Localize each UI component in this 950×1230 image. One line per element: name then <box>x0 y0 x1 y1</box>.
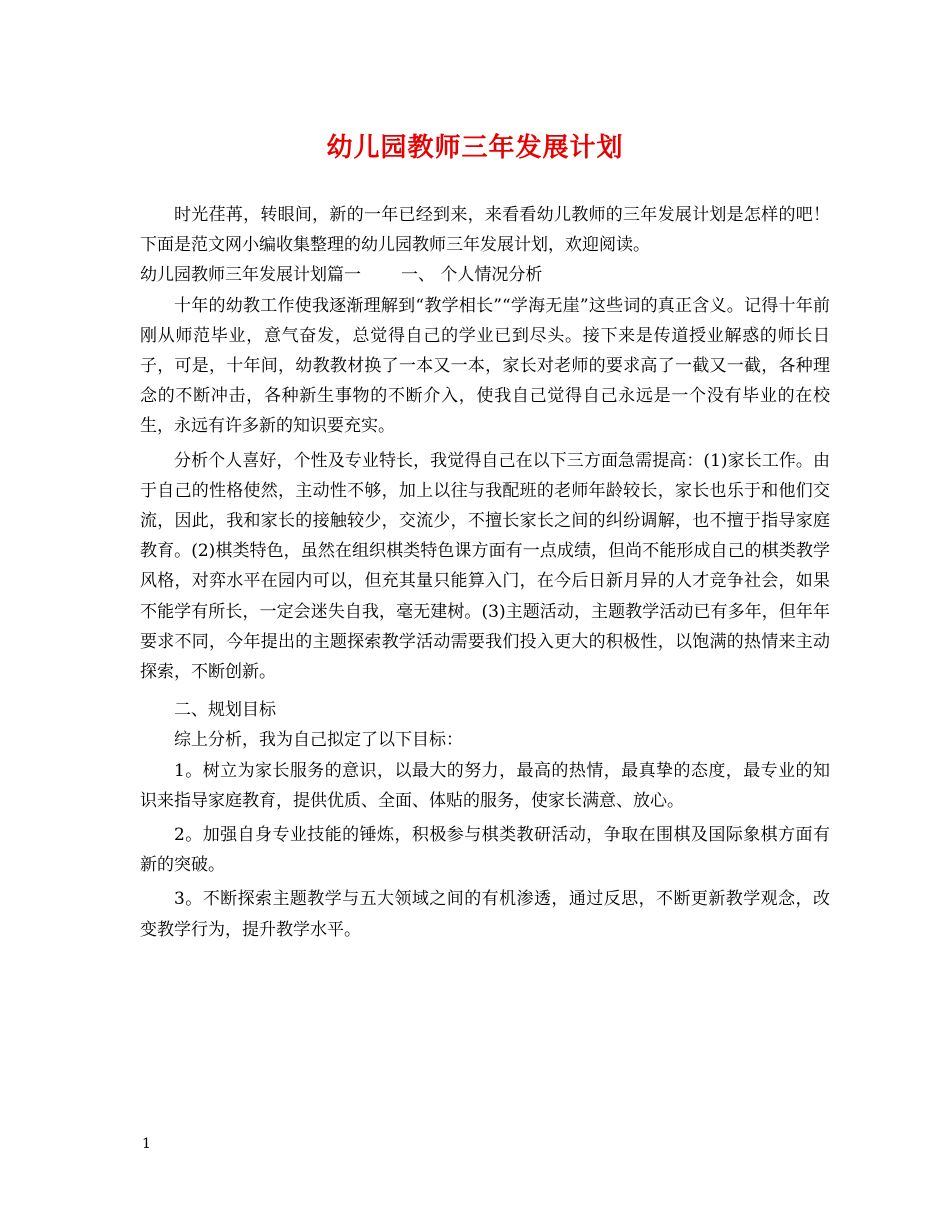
document-title: 幼儿园教师三年发展计划 <box>326 133 624 163</box>
article-heading: 幼儿园教师三年发展计划篇一 <box>140 265 361 286</box>
goal-item-2: 2。加强自身专业技能的锤炼，积极参与棋类教研活动，争取在围棋及国际象棋方面有新的突破。 <box>140 825 830 876</box>
paragraph-self-analysis: 十年的幼教工作使我逐渐理解到“教学相长”“学海无崖”这些词的真正含义。记得十年前刚从师范毕业，意气奋发，总觉得自己的学业已到尽头。接下来是传道授业解惑的师长日子，可是，十年间，幼教教材换了一本又一本，家长对老师的要求高了一截又一截，各种理念的不断冲击，各种新生事物的不断介入，使我自己觉得自己永远是一个没有毕业的在校生，永远有许多新的知识要充实。 <box>140 295 830 437</box>
goal-item-3: 3。不断探索主题教学与五大领域之间的有机渗透，通过反思，不断更新教学观念，改变教学行为，提升教学水平。 <box>140 889 830 940</box>
page-number: 1 <box>142 1136 151 1152</box>
intro-paragraph: 时光荏苒，转眼间，新的一年已经到来，来看看幼儿教师的三年发展计划是怎样的吧！下面是范文网小编收集整理的幼儿园教师三年发展计划，欢迎阅读。 <box>140 205 830 256</box>
document-body <box>140 200 830 945</box>
paragraph-improvement-areas: 分析个人喜好，个性及专业特长，我觉得自己在以下三方面急需提高：(1)家长工作。由于自己的性格使然，主动性不够，加上以往与我配班的老师年龄较长，家长也乐于和他们交流，因此，我和家长的接触较少，交流少，不擅长家长之间的纠纷调解，也不擅于指导家庭教育。(2)棋类特色，虽然在组织棋类特色课方面有一点成绩，但尚不能形成自己的棋类教学风格，对弈水平在园内可以，但充其量只能算入门，在今后日新月异的人才竞争社会，如果不能学有所长，一定会迷失自我，毫无建树。(3)主题活动，主题教学活动已有多年，但年年要求不同，今年提出的主题探索教学活动需要我们投入更大的积极性，以饱满的热情来主动探索，不断创新。 <box>140 450 830 683</box>
goal-item-1: 1。树立为家长服务的意识，以最大的努力，最高的热情，最真挚的态度，最专业的知识来指导家庭教育，提供优质、全面、体贴的服务，使家长满意、放心。 <box>140 760 830 811</box>
section-heading-line <box>140 260 830 290</box>
section2-heading: 二、规划目标 <box>174 700 276 721</box>
section1-heading: 一、 个人情况分析 <box>401 265 543 286</box>
section2-intro: 综上分析，我为自己拟定了以下目标： <box>174 730 463 751</box>
